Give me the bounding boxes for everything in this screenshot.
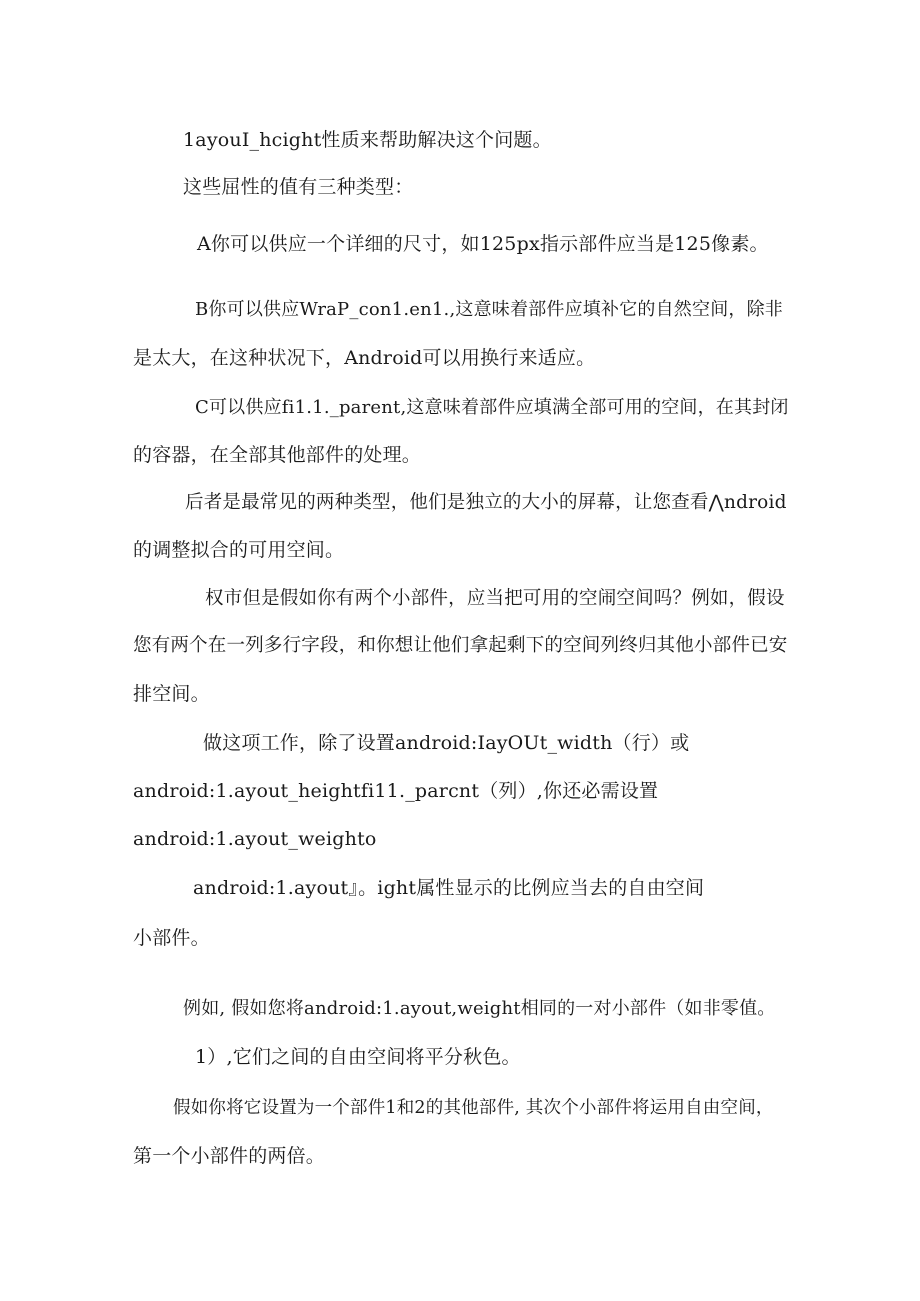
text-line: B你可以供应WraP_con1.en1.,这意味着部件应填补它的自然空间，除非 bbox=[195, 299, 783, 320]
text-line: 1ayouI_hcight性质来帮助解决这个问题。 bbox=[183, 129, 552, 151]
text-line: 第一个小部件的两倍。 bbox=[133, 1145, 326, 1167]
text-line: android:1.ayout_heightfi11._parcnt（列）,你还必需设置 bbox=[133, 780, 659, 802]
text-line: 后者是最常见的两种类型，他们是独立的大小的屏幕，让您查看⋀ndroid bbox=[185, 492, 787, 513]
text-line: 做这项工作，除了设置android:IayOUt_width（行）或 bbox=[203, 732, 690, 754]
text-line: 的调整拟合的可用空间。 bbox=[133, 539, 345, 561]
text-line: 权市但是假如你有两个小部件，应当把可用的空闹空间吗？例如，假设 bbox=[205, 588, 785, 609]
text-line: android:1.ayout_weighto bbox=[133, 828, 377, 850]
text-line: 的容器，在全部其他部件的处理。 bbox=[133, 444, 422, 466]
text-line: 例如, 假如您将android:1.ayout,weight相同的一对小部件（如非零值。 bbox=[183, 998, 776, 1019]
text-line: 排空间。 bbox=[133, 683, 210, 705]
text-line: 小部件。 bbox=[133, 927, 210, 949]
text-line: 假如你将它设置为一个部件1和2的其他部件, 其次个小部件将运用自由空间， bbox=[173, 1098, 774, 1118]
text-line: 1）,它们之间的自由空间将平分秋色。 bbox=[195, 1046, 521, 1068]
text-line: 这些屈性的值有三种类型： bbox=[183, 176, 414, 198]
text-line: 是太大，在这种状况下，Android可以用换行来适应。 bbox=[133, 347, 596, 369]
text-line: A你可以供应一个详细的尺寸，如125px指示部件应当是125像素。 bbox=[197, 233, 769, 255]
text-line: 您有两个在一列多行字段，和你想让他们拿起剩下的空间列终归其他小部件已安 bbox=[133, 635, 788, 656]
text-line: android:1.ayout』。ight属性显示的比例应当去的自由空间 bbox=[193, 877, 705, 899]
text-line: C可以供应fi1.1._parent,这意味着部件应填满全部可用的空间，在其封闭 bbox=[195, 397, 789, 418]
